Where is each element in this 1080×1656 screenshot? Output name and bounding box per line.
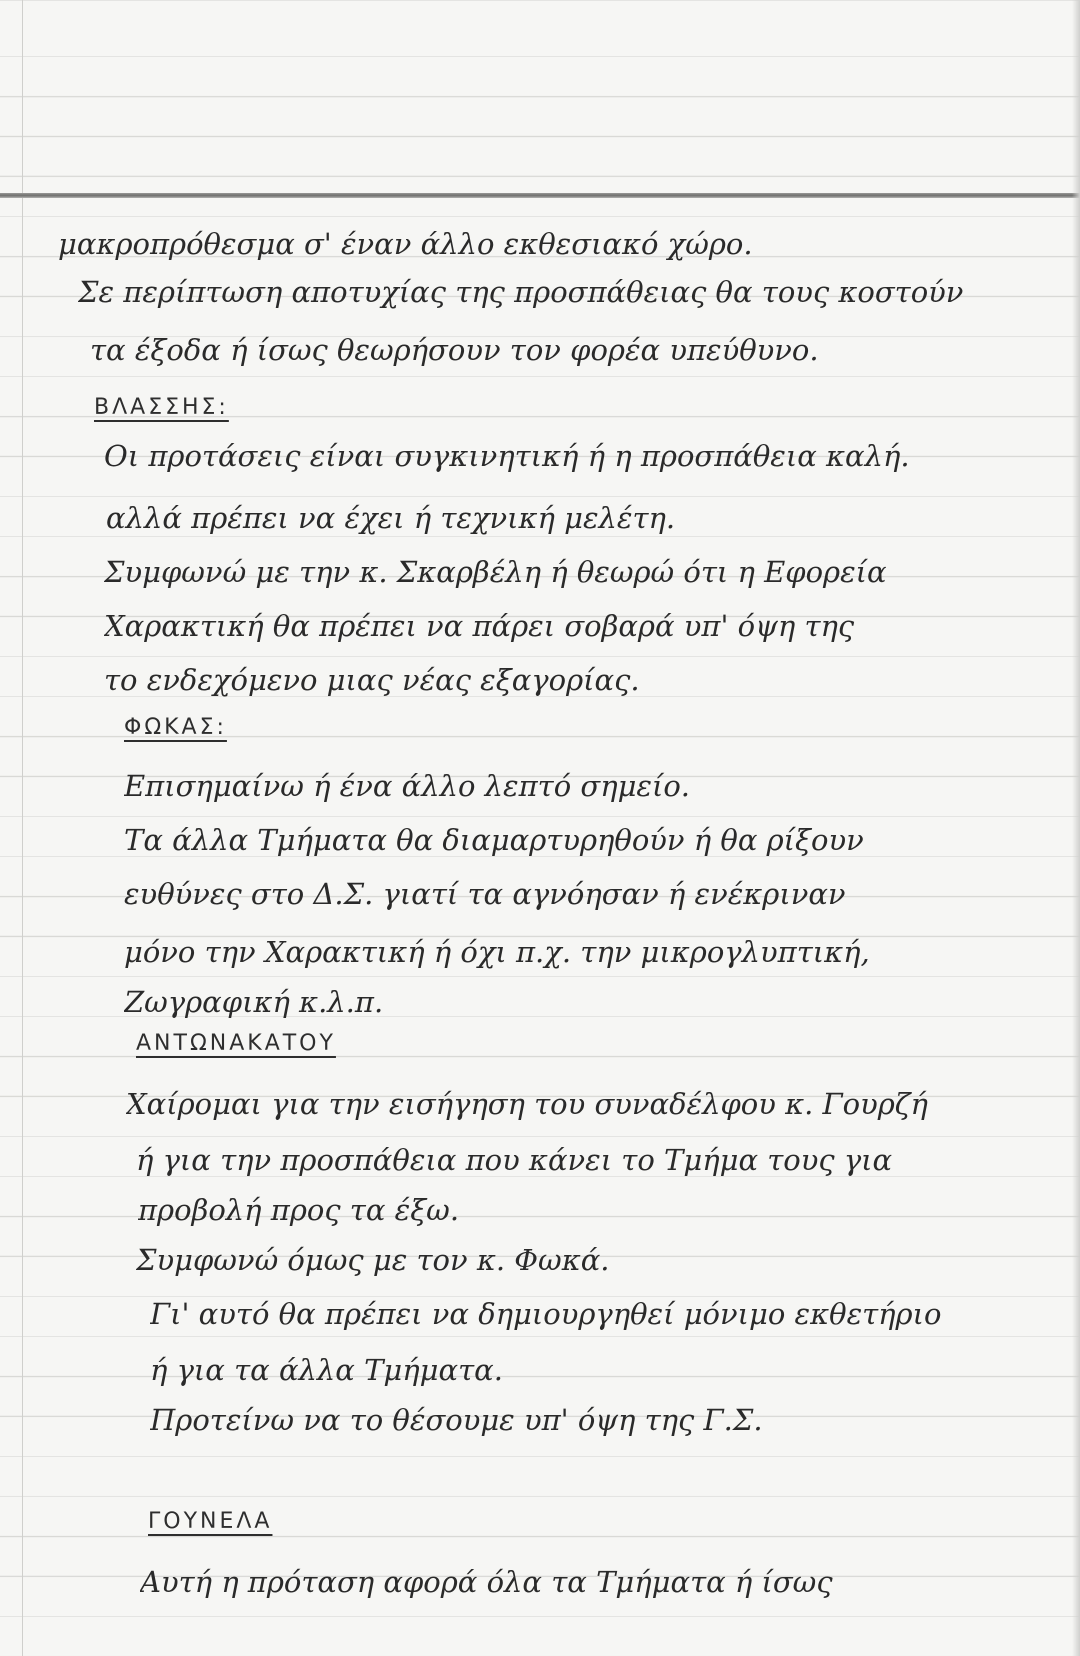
- text-line: Προτείνω να το θέσουμε υπ' όψη της Γ.Σ.: [150, 1403, 763, 1437]
- text-line: Χαίρομαι για την εισήγηση του συναδέλφου κ. Γουρζή: [126, 1087, 928, 1121]
- text-line: ή για τα άλλα Τμήματα.: [150, 1353, 503, 1387]
- text-line: Τα άλλα Τμήματα θα διαμαρτυρηθούν ή θα ρίξουν: [124, 823, 864, 857]
- text-line: ή για την προσπάθεια που κάνει το Τμήμα τους για: [136, 1143, 893, 1177]
- page-edge: [1072, 0, 1080, 1656]
- text-line: Συμφωνώ με την κ. Σκαρβέλη ή θεωρώ ότι η Εφορεία: [104, 555, 887, 589]
- text-line: αλλά πρέπει να έχει ή τεχνική μελέτη.: [106, 501, 676, 535]
- text-line: μακροπρόθεσμα σ' έναν άλλο εκθεσιακό χώρο.: [58, 227, 753, 261]
- text-line: Χαρακτική θα πρέπει να πάρει σοβαρά υπ' όψη της: [104, 609, 855, 643]
- text-line: Αυτή η πρόταση αφορά όλα τα Τμήματα ή ίσως: [140, 1565, 833, 1599]
- speaker-name: ΑΝΤΩΝΑΚΑΤΟΥ: [136, 1031, 336, 1056]
- text-line: το ενδεχόμενο μιας νέας εξαγορίας.: [104, 663, 640, 697]
- text-line: ευθύνες στο Δ.Σ. γιατί τα αγνόησαν ή ενέκριναν: [124, 877, 846, 911]
- text-line: Γι' αυτό θα πρέπει να δημιουργηθεί μόνιμο εκθετήριο: [150, 1297, 942, 1331]
- speaker-name: ΒΛΑΣΣΗΣ:: [94, 395, 229, 420]
- speaker-name: ΦΩΚΑΣ:: [124, 715, 227, 740]
- text-line: Συμφωνώ όμως με τον κ. Φωκά.: [136, 1243, 610, 1277]
- text-line: προβολή προς τα έξω.: [138, 1193, 460, 1227]
- text-line: Σε περίπτωση αποτυχίας της προσπάθειας θα τους κοστούν: [78, 275, 964, 309]
- text-line: Επισημαίνω ή ένα άλλο λεπτό σημείο.: [124, 769, 691, 803]
- text-line: Ζωγραφική κ.λ.π.: [124, 985, 384, 1019]
- text-line: τα έξοδα ή ίσως θεωρήσουν τον φορέα υπεύθυνο.: [90, 333, 819, 367]
- text-line: μόνο την Χαρακτική ή όχι π.χ. την μικρογλυπτική,: [124, 935, 870, 969]
- speaker-name: ΓΟΥΝΕΛΑ: [148, 1509, 273, 1534]
- text-line: Οι προτάσεις είναι συγκινητική ή η προσπάθεια καλή.: [104, 439, 910, 473]
